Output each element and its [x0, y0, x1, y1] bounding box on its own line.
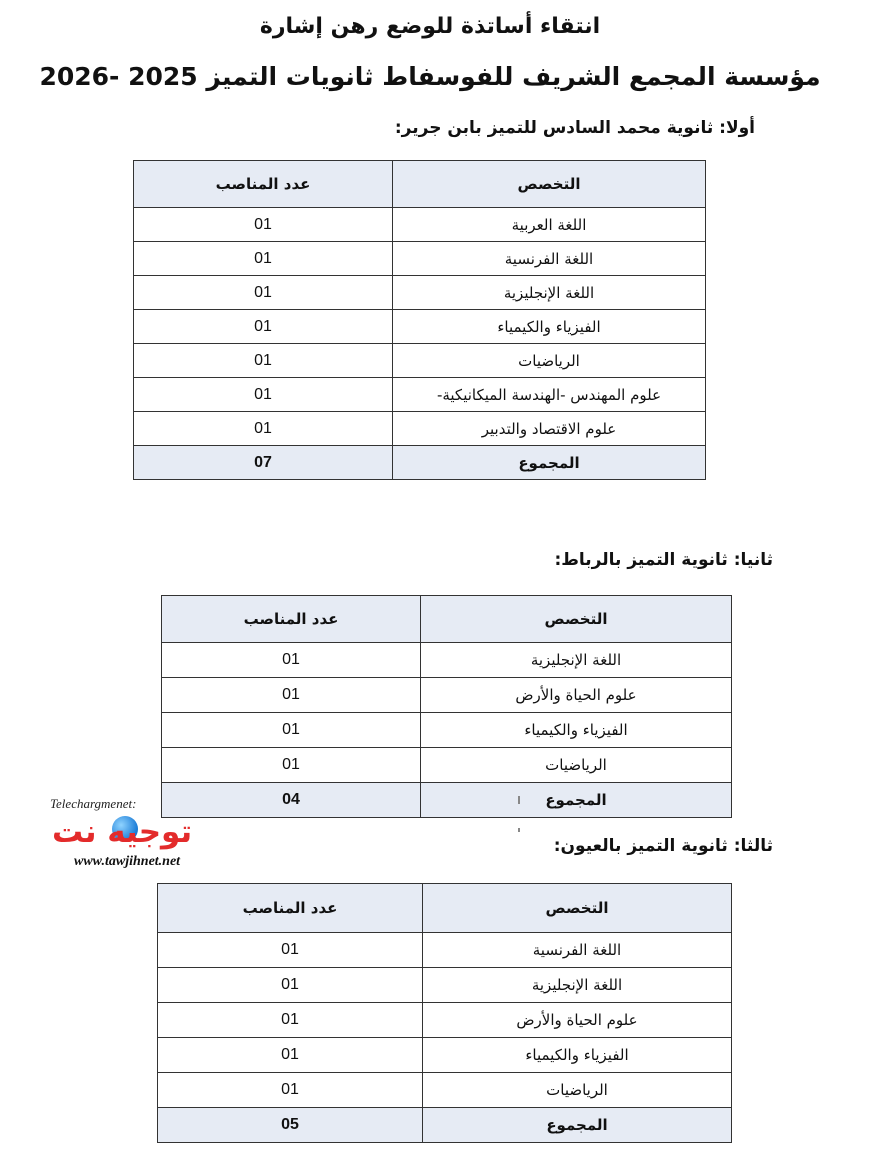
specialty-cell: الفيزياء والكيمياء: [393, 310, 706, 344]
table-row: [158, 933, 732, 968]
column-header-positions: عدد المناصب: [134, 161, 393, 208]
count-cell: 01: [158, 933, 423, 968]
column-header-positions: عدد المناصب: [162, 596, 421, 643]
watermark-download-label: Telechargmenet:: [50, 796, 137, 811]
specialty-cell: الرياضيات: [393, 344, 706, 378]
total-label: المجموع: [421, 783, 732, 818]
count-cell: 01: [134, 344, 393, 378]
count-cell: 01: [134, 310, 393, 344]
specialty-cell: اللغة الإنجليزية: [421, 643, 732, 678]
table-row: [134, 242, 706, 276]
count-cell: 01: [134, 242, 393, 276]
column-header-positions: عدد المناصب: [158, 884, 423, 933]
table-total-row: [134, 446, 706, 480]
site-watermark: [48, 796, 218, 876]
count-cell: 01: [158, 1003, 423, 1038]
specialty-cell: اللغة العربية: [393, 208, 706, 242]
page-subtitle: مؤسسة المجمع الشريف للفوسفاط ثانويات التميز 2025 -2026: [39, 62, 821, 91]
positions-table-2: [161, 595, 732, 818]
total-label: المجموع: [393, 446, 706, 480]
specialty-cell: اللغة الفرنسية: [423, 933, 732, 968]
positions-table-1: [133, 160, 706, 480]
page-title: انتقاء أساتذة للوضع رهن إشارة: [259, 14, 601, 39]
table-row: [158, 968, 732, 1003]
table-row: [162, 713, 732, 748]
total-label: المجموع: [423, 1108, 732, 1143]
column-header-specialty: التخصص: [421, 596, 732, 643]
table-row: [162, 678, 732, 713]
section-heading-1: أولا: ثانوية محمد السادس للتميز بابن جرير:: [394, 118, 755, 138]
specialty-cell: اللغة الإنجليزية: [423, 968, 732, 1003]
table-row: [134, 344, 706, 378]
specialty-cell: علوم الحياة والأرض: [421, 678, 732, 713]
count-cell: 01: [158, 1073, 423, 1108]
watermark-url: www.tawjihnet.net: [74, 854, 181, 869]
table-row: [158, 1038, 732, 1073]
specialty-cell: اللغة الإنجليزية: [393, 276, 706, 310]
specialty-cell: الفيزياء والكيمياء: [423, 1038, 732, 1073]
scan-artifact: [518, 796, 520, 804]
total-value: 05: [158, 1108, 423, 1143]
table-row: [158, 1003, 732, 1038]
watermark-logo: توجيه نت: [52, 814, 193, 850]
count-cell: 01: [134, 412, 393, 446]
table-row: [158, 1073, 732, 1108]
specialty-cell: علوم الحياة والأرض: [423, 1003, 732, 1038]
count-cell: 01: [158, 1038, 423, 1073]
count-cell: 01: [162, 643, 421, 678]
table-row: [134, 310, 706, 344]
specialty-cell: الرياضيات: [423, 1073, 732, 1108]
table-row: [134, 276, 706, 310]
specialty-cell: اللغة الفرنسية: [393, 242, 706, 276]
specialty-cell: علوم الاقتصاد والتدبير: [393, 412, 706, 446]
count-cell: 01: [134, 378, 393, 412]
table-row: [134, 412, 706, 446]
table-header-row: [162, 596, 732, 643]
specialty-cell: الفيزياء والكيمياء: [421, 713, 732, 748]
section-heading-3: ثالثا: ثانوية التميز بالعيون:: [553, 836, 773, 856]
count-cell: 01: [134, 276, 393, 310]
table-header-row: [158, 884, 732, 933]
count-cell: 01: [158, 968, 423, 1003]
table-row: [134, 208, 706, 242]
count-cell: 01: [162, 713, 421, 748]
total-value: 04: [162, 783, 421, 818]
count-cell: 01: [162, 748, 421, 783]
specialty-cell: علوم المهندس -الهندسة الميكانيكية-: [393, 378, 706, 412]
table-total-row: [158, 1108, 732, 1143]
column-header-specialty: التخصص: [393, 161, 706, 208]
table-row: [162, 748, 732, 783]
specialty-cell: الرياضيات: [421, 748, 732, 783]
scan-artifact: [518, 828, 520, 832]
table-header-row: [134, 161, 706, 208]
column-header-specialty: التخصص: [423, 884, 732, 933]
table-row: [162, 643, 732, 678]
total-value: 07: [134, 446, 393, 480]
count-cell: 01: [134, 208, 393, 242]
section-heading-2: ثانيا: ثانوية التميز بالرباط:: [554, 550, 773, 570]
table-row: [134, 378, 706, 412]
table-total-row: [162, 783, 732, 818]
count-cell: 01: [162, 678, 421, 713]
positions-table-3: [157, 883, 732, 1143]
